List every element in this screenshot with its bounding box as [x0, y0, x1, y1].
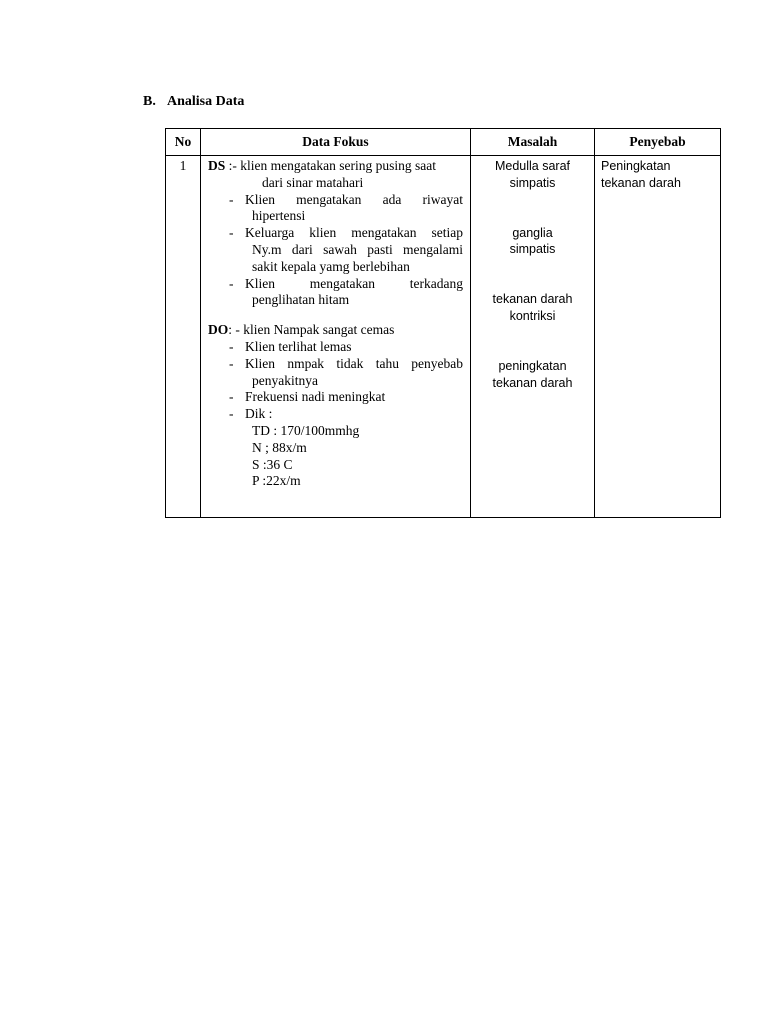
table-row: [166, 156, 721, 518]
list-dash: -: [229, 275, 234, 291]
ds-first-line: [208, 158, 463, 175]
ds-item-line: penglihatan hitam: [252, 292, 350, 308]
ds-item: [208, 276, 463, 293]
penyebab-line: tekanan darah: [601, 175, 681, 190]
do-item-line: Klien nmpak tidak tahu penyebab: [245, 355, 463, 371]
ds-item-line: Ny.m dari sawah pasti mengalami: [252, 241, 463, 257]
analysis-table: [165, 128, 721, 518]
list-dash: -: [229, 355, 234, 371]
cell-data-fokus: [201, 156, 471, 518]
ds-first-continuation: dari sinar matahari: [262, 174, 364, 190]
do-item: [208, 389, 463, 406]
ds-item-line: sakit kepala yamg berlebihan: [252, 258, 410, 274]
ds-item: [208, 225, 463, 242]
ds-item-line: Klien mengatakan ada riwayat: [245, 191, 463, 207]
do-first-text: : - klien Nampak sangat cemas: [228, 322, 395, 338]
list-dash: -: [229, 191, 234, 207]
ds-item-line: hipertensi: [252, 208, 306, 224]
ds-item-line: Klien mengatakan terkadang: [245, 275, 463, 291]
masalah-line: simpatis: [509, 242, 556, 257]
do-item-line: penyakitnya: [252, 372, 318, 388]
ds-label: DS: [208, 158, 226, 173]
dik-value: TD : 170/100mmhg: [252, 422, 360, 438]
dik-value: P :22x/m: [252, 473, 301, 489]
masalah-line: tekanan darah: [492, 375, 573, 390]
do-first-line: [208, 322, 463, 339]
do-item-line: Klien terlihat lemas: [245, 338, 352, 354]
list-dash: -: [229, 406, 234, 422]
do-item-line: Dik :: [245, 406, 273, 422]
dik-value: N ; 88x/m: [252, 439, 307, 455]
do-item: [208, 339, 463, 356]
header-masalah: Masalah: [471, 129, 595, 156]
list-dash: -: [229, 389, 234, 405]
header-penyebab: Penyebab: [595, 129, 721, 156]
list-dash: -: [229, 338, 234, 354]
cell-masalah: [471, 156, 595, 518]
do-item-line: Frekuensi nadi meningkat: [245, 389, 386, 405]
masalah-line: tekanan darah: [492, 292, 573, 307]
masalah-line: kontriksi: [509, 308, 556, 323]
masalah-line: simpatis: [509, 175, 556, 190]
masalah-line: Medulla saraf: [494, 159, 571, 173]
header-data-fokus: Data Fokus: [201, 129, 471, 156]
masalah-line: peningkatan: [498, 358, 567, 373]
masalah-line: ganglia: [512, 225, 553, 240]
penyebab-line: Peningkatan: [601, 159, 671, 173]
do-item: [208, 406, 463, 423]
section-number: B.: [143, 94, 156, 109]
list-dash: -: [229, 225, 234, 241]
ds-item-line: Keluarga klien mengatakan setiap: [245, 225, 463, 241]
do-item: [208, 356, 463, 373]
cell-penyebab: [595, 156, 721, 518]
dik-value: S :36 C: [252, 456, 293, 472]
do-label: DO: [208, 322, 229, 338]
ds-item: [208, 192, 463, 209]
ds-first-text: :- klien mengatakan sering pusing saat: [225, 158, 436, 173]
header-no: No: [166, 129, 201, 156]
section-title: Analisa Data: [167, 94, 245, 109]
table-header-row: [166, 129, 721, 156]
section-heading: [143, 94, 244, 110]
cell-no: 1: [166, 156, 201, 518]
